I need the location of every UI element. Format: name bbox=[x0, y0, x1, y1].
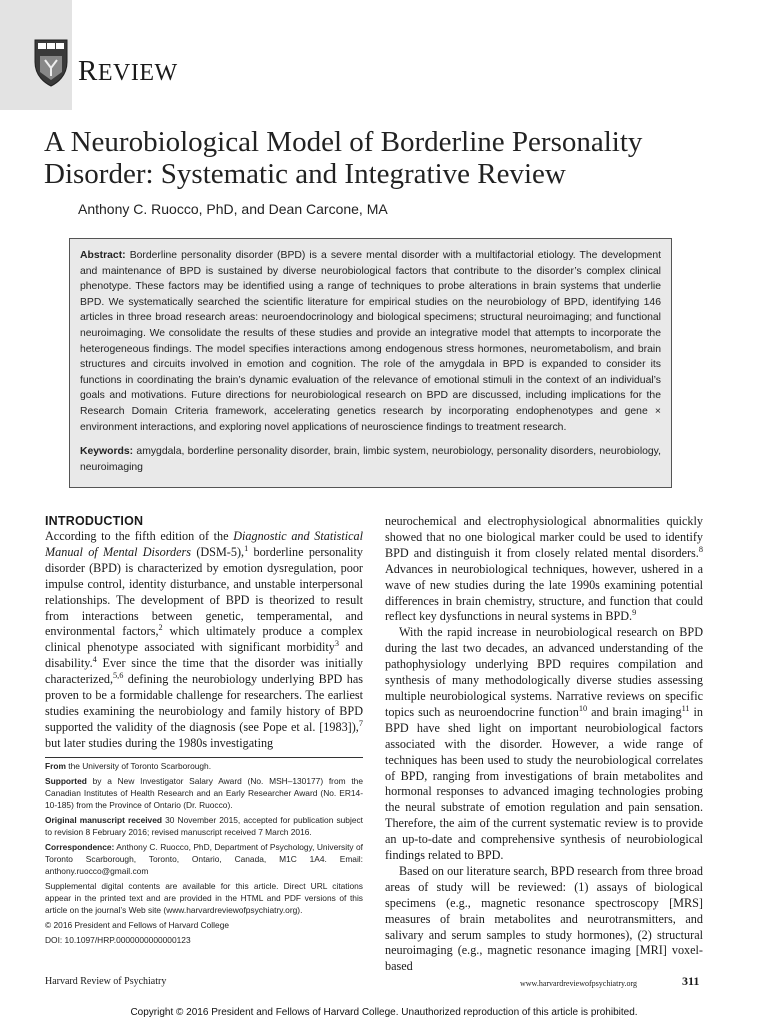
keywords-paragraph: Keywords: amygdala, borderline personality disorder, brain, limbic system, neurobiology, personality disorders, neurobiology, neuroimaging bbox=[80, 446, 661, 473]
section-label: REVIEW bbox=[78, 55, 178, 87]
note-correspondence: Correspondence: Anthony C. Ruocco, PhD, Department of Psychology, University of Toronto Scarborough, Toronto, Ontario, Canada, M1C 1A4. Email: anthony.ruocco@gmail.com bbox=[45, 842, 363, 876]
note-doi: DOI: 10.1097/HRP.0000000000000123 bbox=[45, 935, 191, 945]
introduction-heading: INTRODUCTION bbox=[45, 514, 144, 528]
article-title: A Neurobiological Model of Borderline Personality Disorder: Systematic and Integrative Review bbox=[44, 126, 643, 190]
note-affiliation: From the University of Toronto Scarborough. bbox=[45, 761, 212, 771]
page-number: 311 bbox=[682, 974, 700, 988]
abstract-box bbox=[69, 238, 672, 488]
article-footnotes bbox=[45, 757, 363, 949]
copyright-notice: Copyright © 2016 President and Fellows of Harvard College. Unauthorized reproduction of this article is prohibited. bbox=[130, 1007, 638, 1018]
note-supplemental: Supplemental digital contents are available for this article. Direct URL citations appear in the printed text and are provided in the HTML and PDF versions of this article on the journal’s Web site (www.harvardreviewofpsychiatry.org). bbox=[45, 881, 363, 915]
intro-paragraph-1: According to the fifth edition of the Diagnostic and Statistical Manual of Mental Disorders (DSM-5),$^1$ borderline personality disorder (BPD) is characterized by emotion dysregulation, poor impulse control, identity disturbance, and unstable interpersonal relationships. The development of BPD is theorized to result from interactions between genetic, temperamental, and environmental factors,$^2$ which ultimately produce a complex clinical phenotype associated with significant morbidity$^3$ and disability.$^4$ Ever since the time that the disorder was initially characterized,$^{5,6}$ defining the neurobiology underlying BPD has proven to be a formidable challenge for researchers. The earliest studies examining the neurobiology and family history of BPD supported the validity of the diagnosis (see Pope et al. [1983]),$^7$ but later studies during the 1980s investigating bbox=[45, 529, 363, 750]
article-authors: Anthony C. Ruocco, PhD, and Dean Carcone, MA bbox=[78, 201, 388, 217]
note-funding: Supported by a New Investigator Salary Award (No. MSH–130177) from the Canadian Institutes of Health Research and an Early Researcher Award (No. ER14-10-185) from the Province of Ontario (Dr. Ruocco). bbox=[45, 776, 363, 810]
note-manuscript-dates: Original manuscript received 30 November 2015, accepted for publication subject to revision 8 February 2016; revised manuscript received 7 March 2016. bbox=[45, 815, 363, 837]
note-copyright: © 2016 President and Fellows of Harvard College bbox=[45, 920, 230, 930]
footer-journal-name: Harvard Review of Psychiatry bbox=[45, 976, 167, 987]
intro-paragraph-continued: neurochemical and electrophysiological abnormalities quickly showed that no one biological marker could be used to identify BPD and distinguish it from closely related mental disorders.$^8$ Advances in neurobiological techniques, however, ushered in a wave of new studies during the late 1990s examining potential differences in brain chemistry, structure, and function that could reflect key dysfunctions in neural systems in BPD.$^9$ bbox=[385, 514, 703, 624]
right-column bbox=[385, 514, 703, 975]
intro-paragraph-3: Based on our literature search, BPD research from three broad areas of study will be reviewed: (1) assays of biological specimens (e.g., magnetic resonance spectroscopy [MRS] measures of brain metabolites and neurotransmitters, and salivary and serum samples to study hormones), (2) structural neuroimaging (e.g., magnetic resonance imaging [MRI] voxel-based bbox=[385, 863, 703, 974]
abstract-paragraph: Abstract: Borderline personality disorder (BPD) is a severe mental disorder with a multifactorial etiology. The development and maintenance of BPD is sustained by diverse neurobiological factors that contribute to the disorder’s complex clinical phenotype. These factors may be identified using a range of techniques to probe alterations in brain systems that underlie BPD. We systematically searched the scientific literature for empirical studies on the neurobiology of BPD, identifying 146 articles in three broad research areas: neuroendocrinology and biological specimens; structural neuroimaging; and functional neuroimaging. We consolidate the results of these studies and provide an integrative model that attempts to incorporate the heterogeneous findings. The model specifies interactions among endogenous stress hormones, neurometabolism, and brain structures and circuits involved in emotion and cognition. The role of the amygdala in BPD is expanded to consider its functions in coordinating the brain’s dynamic evaluation of the relevance of emotional stimuli in the context of an individual’s goals and motivations. Future directions for neurobiological research on BPD are discussed, including implications for the Research Domain Criteria framework, accelerating genetics research by incorporating endophenotypes and gene × environment interactions, and exploring novel applications of neuroscience findings to treatment research. bbox=[80, 250, 661, 433]
left-column bbox=[45, 514, 363, 752]
intro-paragraph-2: With the rapid increase in neurobiological research on BPD during the last two decades, an advanced understanding of the pathophysiology underlying BPD requires compilation and synthesis of many methodologically diverse studies assessing multiple neurobiological systems. Narrative reviews on specific topics such as neuroendocrine function$^{10}$ and brain imaging$^{11}$ in BPD have shed light on important neurobiological factors associated with the disorder. However, a wide range of techniques has been used to study the neurobiological correlates of BPD, ranging from investigations of brain metabolites and hormonal responses to advanced imaging technologies probing the neural substrate of emotion regulation and pain sensation. Therefore, the aim of the current systematic review is to provide an up-to-date and comprehensive synthesis of neurobiological findings related to BPD. bbox=[385, 625, 703, 863]
harvard-shield-logo bbox=[33, 38, 69, 88]
footer-url: www.harvardreviewofpsychiatry.org bbox=[520, 979, 637, 988]
